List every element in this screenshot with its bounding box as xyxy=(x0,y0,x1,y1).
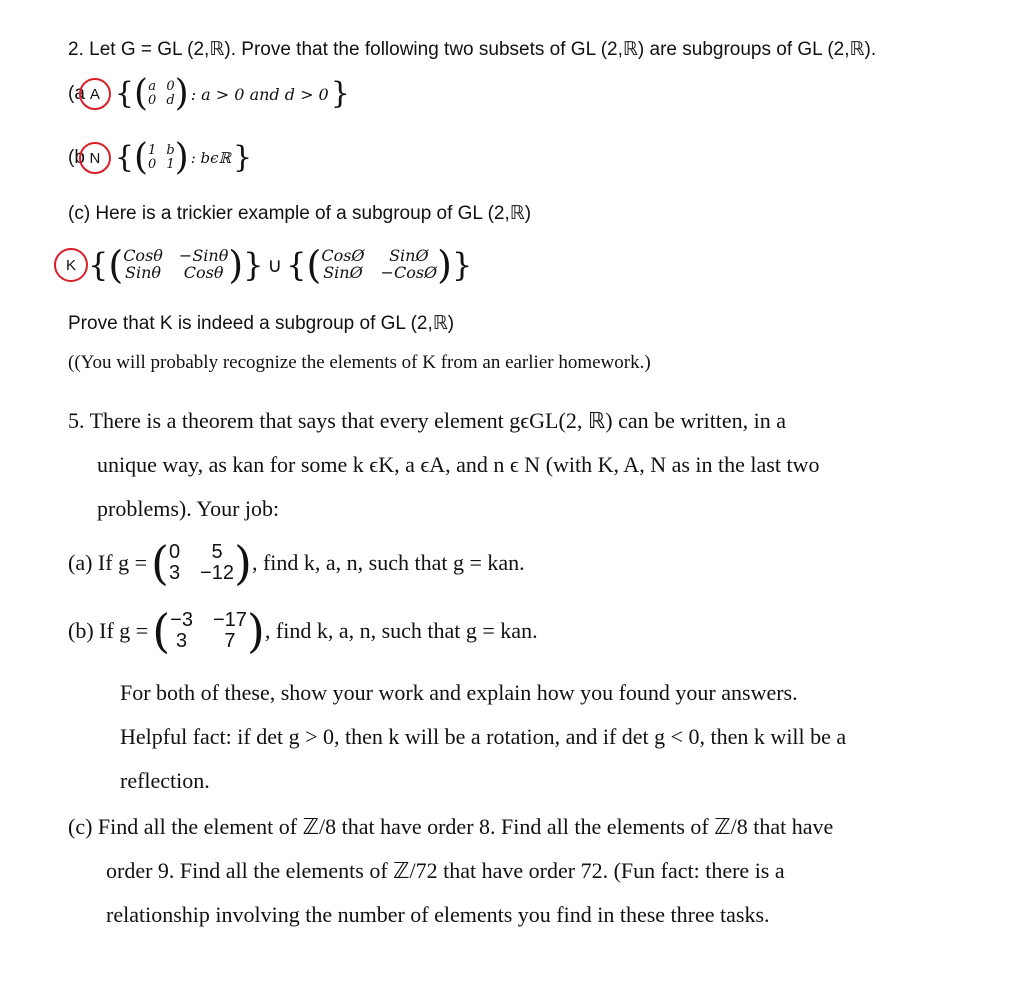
part-b-prefix: (b) If g = xyxy=(68,618,149,643)
subset-k-intro: (c) Here is a trickier example of a subgroup of GL (2,ℝ) xyxy=(68,203,532,224)
part-c-line-3: relationship involving the number of elements you find in these three tasks. xyxy=(106,902,770,927)
subset-n-prefix: (b xyxy=(68,147,85,168)
prove-k-subgroup: Prove that K is indeed a subgroup of GL (2,ℝ) xyxy=(68,313,455,334)
problem-5-line-2: unique way, as kan for some k ϵK, a ϵA, and n ϵ N (with K, A, N as in the last two xyxy=(97,452,820,477)
subset-n-condition: : bϵℝ xyxy=(190,149,231,167)
part-b-suffix: , find k, a, n, such that g = kan. xyxy=(264,618,538,643)
subset-n-row: (b N { ( 1 b 0 1 ) : bϵℝ } xyxy=(68,137,253,178)
homework-note: ((You will probably recognize the elements of K from an earlier homework.) xyxy=(68,352,651,373)
part-a-row xyxy=(68,536,525,590)
helpful-fact: Helpful fact: if det g > 0, then k will be a rotation, and if det g < 0, then k will be a xyxy=(120,724,847,749)
matrix-g-b: ( −3 −17 3 7 ) xyxy=(152,604,265,658)
instructions-line-1: For both of these, show your work and explain how you found your answers. xyxy=(120,680,798,705)
circled-label-a: A xyxy=(79,78,111,110)
matrix-rotation: ( Cosθ −Sinθ Sinθ Cosθ ) xyxy=(108,243,244,287)
part-c-line-1: (c) Find all the element of ℤ/8 that have order 8. Find all the elements of ℤ/8 that have xyxy=(68,814,834,839)
union-symbol: ∪ xyxy=(267,254,283,277)
problem-5-line-1: 5. There is a theorem that says that every element gϵGL(2, ℝ) can be written, in a xyxy=(68,408,787,433)
circled-label-n: N xyxy=(79,142,111,174)
problem-2-statement: 2. Let G = GL (2,ℝ). Prove that the following two subsets of GL (2,ℝ) are subgroups of GL (2,ℝ). xyxy=(68,39,877,60)
part-c-line-2: order 9. Find all the elements of ℤ/72 that have order 72. (Fun fact: there is a xyxy=(106,858,785,883)
part-b-row xyxy=(68,604,538,658)
subset-a-prefix: (a xyxy=(68,83,85,104)
subset-a-condition: : a > 0 and d > 0 xyxy=(190,84,329,104)
instructions-line-3: reflection. xyxy=(120,768,210,793)
circled-label-k: K xyxy=(54,248,88,282)
subset-k-row: K { ( Cosθ −Sinθ Sinθ Cosθ ) } ∪ { ( CosØ SinØ SinØ −CosØ ) } xyxy=(54,246,472,284)
matrix-a: ( a 0 0 d ) xyxy=(134,73,189,114)
part-a-suffix: , find k, a, n, such that g = kan. xyxy=(251,550,525,575)
subset-a-row: (a A { ( a 0 0 d ) : a > 0 and d > 0 } xyxy=(68,73,350,114)
part-a-prefix: (a) If g = xyxy=(68,550,147,575)
matrix-reflection: ( CosØ SinØ SinØ −CosØ ) xyxy=(306,243,452,287)
matrix-n: ( 1 b 0 1 ) xyxy=(134,137,189,178)
matrix-g-a: ( 0 5 3 −12 ) xyxy=(150,536,252,590)
problem-5-line-3: problems). Your job: xyxy=(97,496,280,521)
